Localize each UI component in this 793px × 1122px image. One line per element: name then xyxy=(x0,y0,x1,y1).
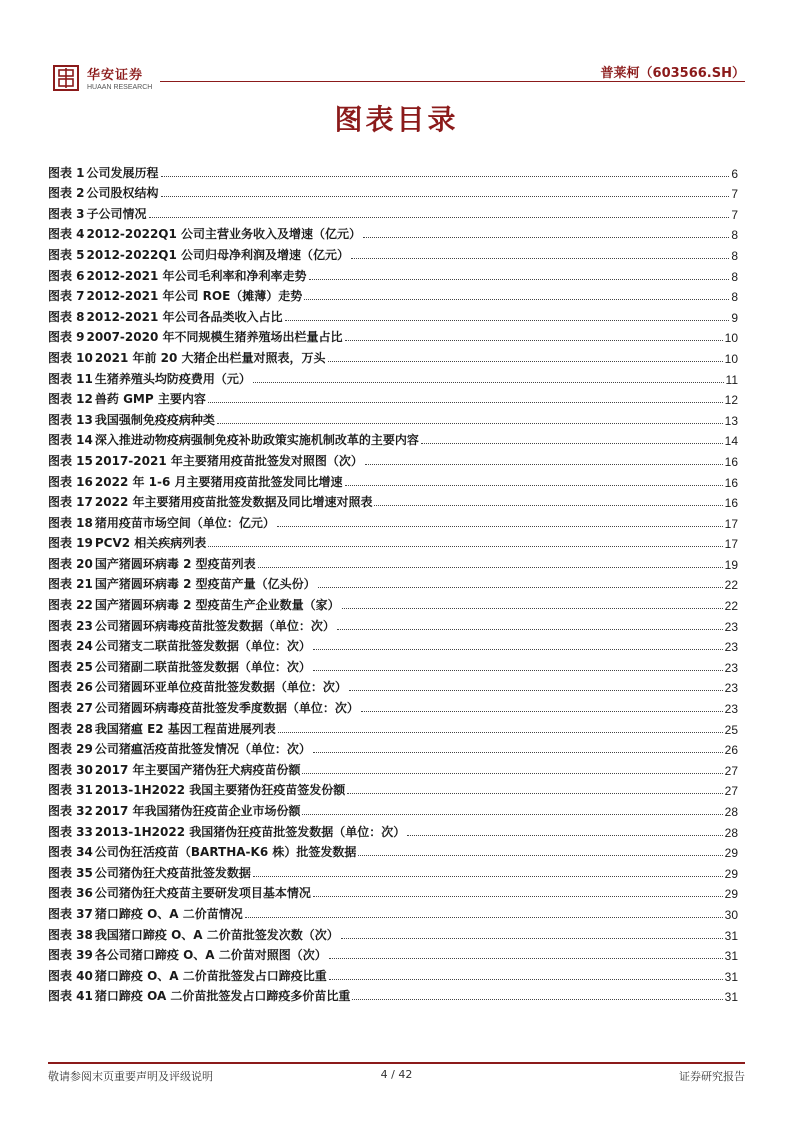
toc-entry-title: 国产猪圆环病毒 2 型疫苗列表 xyxy=(94,556,256,571)
toc-entry-title: 公司猪圆环病毒疫苗批签发季度数据（单位：次） xyxy=(94,701,359,716)
toc-entry[interactable] xyxy=(48,716,738,737)
toc-entry-label xyxy=(48,740,311,757)
toc-page-number: 23 xyxy=(724,660,738,675)
toc-entry[interactable] xyxy=(48,551,738,572)
toc-dot-leader xyxy=(318,587,723,588)
toc-entry-label xyxy=(48,473,343,490)
toc-entry-label xyxy=(48,802,300,819)
toc-entry[interactable] xyxy=(48,963,738,984)
toc-entry-title: 2022 年主要猪用疫苗批签发数据及同比增速对照表 xyxy=(94,495,373,510)
toc-figure-number: 图表 17 xyxy=(48,495,93,510)
toc-figure-number: 图表 28 xyxy=(48,721,93,736)
toc-dot-leader xyxy=(285,320,730,321)
toc-dot-leader xyxy=(352,999,722,1000)
footer-report-type: 证券研究报告 xyxy=(679,1070,745,1083)
page-title: 图表目录 xyxy=(334,103,459,136)
toc-dot-leader xyxy=(363,237,729,238)
toc-entry-title: 2017 年主要国产猪伪狂犬病疫苗份额 xyxy=(94,762,301,777)
toc-figure-number: 图表 24 xyxy=(48,639,93,654)
toc-entry-title: 2017-2021 年主要猪用疫苗批签发对照图（次） xyxy=(94,453,363,468)
toc-figure-number: 图表 9 xyxy=(48,330,85,345)
toc-entry[interactable] xyxy=(48,325,738,346)
toc-figure-number: 图表 33 xyxy=(48,824,93,839)
toc-dot-leader xyxy=(421,443,723,444)
toc-page-number: 8 xyxy=(731,290,738,305)
toc-entry[interactable] xyxy=(48,654,738,675)
toc-page-number: 28 xyxy=(724,825,738,840)
toc-entry-title: 公司猪圆环病毒疫苗批签发数据（单位：次） xyxy=(94,618,335,633)
toc-entry[interactable] xyxy=(48,531,738,552)
toc-dot-leader xyxy=(351,258,729,259)
toc-entry-label xyxy=(48,575,316,592)
toc-entry[interactable] xyxy=(48,222,738,243)
toc-entry-label xyxy=(48,781,345,798)
toc-page-number: 14 xyxy=(724,434,738,449)
toc-entry[interactable] xyxy=(48,160,738,181)
toc-dot-leader xyxy=(304,299,729,300)
toc-figure-number: 图表 25 xyxy=(48,659,93,674)
toc-entry-title: 公司伪狂活疫苗（BARTHA-K6 株）批签发数据 xyxy=(94,845,357,860)
toc-entry-label xyxy=(48,946,327,963)
toc-entry-label xyxy=(48,411,215,428)
toc-dot-leader xyxy=(253,876,723,877)
toc-entry[interactable] xyxy=(48,922,738,943)
toc-dot-leader xyxy=(313,896,723,897)
toc-figure-number: 图表 21 xyxy=(48,577,93,592)
toc-entry-title: 我国强制免疫疫病种类 xyxy=(94,412,215,427)
toc-dot-leader xyxy=(361,711,723,712)
toc-figure-number: 图表 12 xyxy=(48,392,93,407)
toc-entry-label xyxy=(48,514,275,531)
toc-entry-label xyxy=(48,493,372,510)
toc-dot-leader xyxy=(328,361,723,362)
toc-entry[interactable] xyxy=(48,757,738,778)
toc-entry-label xyxy=(48,823,405,840)
toc-entry-label xyxy=(48,926,339,943)
toc-dot-leader xyxy=(342,608,723,609)
toc-dot-leader xyxy=(278,732,723,733)
toc-dot-leader xyxy=(309,279,730,280)
toc-entry-label xyxy=(48,987,350,1004)
toc-entry[interactable] xyxy=(48,737,738,758)
toc-dot-leader xyxy=(161,196,730,197)
toc-entry-label xyxy=(48,637,311,654)
toc-dot-leader xyxy=(253,382,724,383)
toc-page-number: 11 xyxy=(725,372,738,387)
toc-page-number: 31 xyxy=(724,990,738,1005)
toc-entry-title: 2007-2020 年不同规模生猪养殖场出栏量占比 xyxy=(86,330,343,345)
toc-entry[interactable] xyxy=(48,345,738,366)
toc-entry-title: 2012-2021 年公司各品类收入占比 xyxy=(86,309,283,324)
toc-entry-label xyxy=(48,720,276,737)
toc-page-number: 17 xyxy=(724,537,738,552)
toc-figure-number: 图表 23 xyxy=(48,618,93,633)
toc-entry[interactable] xyxy=(48,181,738,202)
toc-figure-number: 图表 13 xyxy=(48,412,93,427)
toc-page-number: 16 xyxy=(724,475,738,490)
toc-dot-leader xyxy=(345,340,723,341)
toc-figure-number: 图表 18 xyxy=(48,515,93,530)
toc-entry-label xyxy=(48,967,327,984)
toc-page-number: 9 xyxy=(731,310,738,325)
page-number: 4 / 42 xyxy=(380,1068,413,1081)
toc-entry-label xyxy=(48,617,335,634)
toc-figure-number: 图表 2 xyxy=(48,186,85,201)
toc-entry-title: 2021 年前 20 大猪企出栏量对照表，万头 xyxy=(94,350,326,365)
toc-entry-label xyxy=(48,164,159,181)
toc-entry-title: 公司猪伪狂犬疫苗批签发数据 xyxy=(94,865,251,880)
toc-page-number: 30 xyxy=(724,907,738,922)
toc-entry-label xyxy=(48,699,359,716)
toc-entry-label xyxy=(48,864,251,881)
toc-entry[interactable] xyxy=(48,490,738,511)
toc-figure-number: 图表 41 xyxy=(48,989,93,1004)
page-header xyxy=(0,0,793,100)
toc-page-number: 22 xyxy=(724,599,738,614)
toc-figure-number: 图表 39 xyxy=(48,948,93,963)
toc-entry-title: 生猪养殖头均防疫费用（元） xyxy=(94,371,251,386)
toc-dot-leader xyxy=(277,526,723,527)
toc-entry-label xyxy=(48,225,361,242)
toc-entry-title: 公司猪瘟活疫苗批签发情况（单位：次） xyxy=(94,742,311,757)
toc-entry-title: 2013-1H2022 我国猪伪狂疫苗批签发数据（单位：次） xyxy=(94,824,406,839)
toc-figure-number: 图表 3 xyxy=(48,206,85,221)
toc-page-number: 28 xyxy=(724,805,738,819)
toc-entry[interactable] xyxy=(48,387,738,408)
toc-page-number: 23 xyxy=(724,702,738,717)
toc-page-number: 31 xyxy=(724,949,738,964)
toc-page-number: 26 xyxy=(724,743,738,758)
toc-entry-title: 公司猪圆环亚单位疫苗批签发数据（单位：次） xyxy=(94,680,347,695)
toc-entry-title: 公司猪副二联苗批签发数据（单位：次） xyxy=(94,659,311,674)
toc-entry[interactable] xyxy=(48,695,738,716)
footer-disclaimer: 敬请参阅末页重要声明及评级说明 xyxy=(48,1070,213,1083)
toc-dot-leader xyxy=(337,629,723,630)
toc-dot-leader xyxy=(345,485,723,486)
toc-figure-number: 图表 34 xyxy=(48,845,93,860)
toc-entry-title: 公司猪支二联苗批签发数据（单位：次） xyxy=(94,639,311,654)
toc-page-number: 17 xyxy=(724,516,738,531)
logo-english-name: HUAAN RESEARCH xyxy=(87,84,153,91)
toc-figure-number: 图表 14 xyxy=(48,433,93,448)
toc-entry[interactable] xyxy=(48,840,738,861)
toc-page-number: 12 xyxy=(724,393,738,408)
toc-page-number: 19 xyxy=(724,557,738,572)
figure-toc-list xyxy=(48,160,738,1004)
toc-dot-leader xyxy=(302,814,722,815)
toc-figure-number: 图表 22 xyxy=(48,598,93,613)
toc-figure-number: 图表 1 xyxy=(48,165,85,180)
toc-figure-number: 图表 30 xyxy=(48,762,93,777)
toc-entry-label xyxy=(48,431,419,448)
toc-entry-label xyxy=(48,390,206,407)
toc-dot-leader xyxy=(149,217,730,218)
toc-entry[interactable] xyxy=(48,881,738,902)
toc-page-number: 25 xyxy=(724,722,738,737)
toc-figure-number: 图表 16 xyxy=(48,474,93,489)
toc-dot-leader xyxy=(245,917,723,918)
stock-ticker: 普莱柯（603566.SH） xyxy=(600,66,745,81)
toc-entry-title: 我国猪口蹄疫 O、A 二价苗批签发次数（次） xyxy=(94,927,339,942)
toc-entry-title: 猪口蹄疫 O、A 二价苗情况 xyxy=(94,906,243,921)
toc-entry[interactable] xyxy=(48,572,738,593)
toc-figure-number: 图表 38 xyxy=(48,927,93,942)
toc-entry-label xyxy=(48,555,256,572)
toc-page-number: 8 xyxy=(731,228,738,243)
toc-figure-number: 图表 6 xyxy=(48,268,85,283)
toc-entry-label xyxy=(48,328,343,345)
toc-page-number: 8 xyxy=(731,269,738,284)
toc-entry[interactable] xyxy=(48,778,738,799)
toc-figure-number: 图表 4 xyxy=(48,227,85,242)
toc-entry-title: 深入推进动物疫病强制免疫补助政策实施机制改革的主要内容 xyxy=(94,433,419,448)
toc-page-number: 22 xyxy=(724,578,738,593)
toc-entry-label xyxy=(48,761,300,778)
toc-page-number: 31 xyxy=(724,969,738,984)
toc-page-number: 10 xyxy=(724,351,738,366)
toc-figure-number: 图表 20 xyxy=(48,556,93,571)
toc-entry-title: 国产猪圆环病毒 2 型疫苗生产企业数量（家） xyxy=(94,598,340,613)
toc-entry-title: 2013-1H2022 我国主要猪伪狂疫苗签发份额 xyxy=(94,783,346,798)
toc-entry-label xyxy=(48,534,206,551)
toc-entry-label xyxy=(48,184,159,201)
toc-entry[interactable] xyxy=(48,201,738,222)
toc-figure-number: 图表 19 xyxy=(48,536,93,551)
toc-entry-title: PCV2 相关疾病列表 xyxy=(94,536,207,551)
toc-entry-label xyxy=(48,905,243,922)
toc-dot-leader xyxy=(161,176,730,177)
toc-page-number: 31 xyxy=(724,928,738,943)
toc-figure-number: 图表 11 xyxy=(48,371,93,386)
toc-figure-number: 图表 32 xyxy=(48,804,93,818)
toc-dot-leader xyxy=(302,773,722,774)
toc-entry-title: 2012-2021 年公司 ROE（摊薄）走势 xyxy=(86,289,303,304)
toc-dot-leader xyxy=(208,546,722,547)
toc-dot-leader xyxy=(258,567,723,568)
toc-dot-leader xyxy=(347,793,722,794)
toc-entry[interactable] xyxy=(48,984,738,1005)
toc-entry-title: 2022 年 1-6 月主要猪用疫苗批签发同比增速 xyxy=(94,474,343,489)
toc-dot-leader xyxy=(341,938,723,939)
toc-entry-label xyxy=(48,370,251,387)
toc-dot-leader xyxy=(358,855,722,856)
toc-entry-label xyxy=(48,308,283,325)
toc-entry-label xyxy=(48,205,147,222)
toc-figure-number: 图表 8 xyxy=(48,309,85,324)
toc-entry[interactable] xyxy=(48,860,738,881)
toc-page-number: 29 xyxy=(724,866,738,881)
toc-figure-number: 图表 10 xyxy=(48,350,93,365)
toc-entry-label xyxy=(48,287,302,304)
toc-dot-leader xyxy=(329,958,723,959)
toc-entry[interactable] xyxy=(48,366,738,387)
toc-entry-label xyxy=(48,246,349,263)
toc-entry-title: 公司猪伪狂犬疫苗主要研发项目基本情况 xyxy=(94,886,311,901)
toc-page-number: 23 xyxy=(724,619,738,634)
toc-entry-label xyxy=(48,267,307,284)
toc-figure-number: 图表 35 xyxy=(48,865,93,880)
toc-entry[interactable] xyxy=(48,798,738,819)
toc-figure-number: 图表 31 xyxy=(48,783,93,798)
toc-dot-leader xyxy=(208,402,723,403)
toc-dot-leader xyxy=(349,690,723,691)
toc-entry-title: 各公司猪口蹄疫 O、A 二价苗对照图（次） xyxy=(94,948,327,963)
toc-figure-number: 图表 29 xyxy=(48,742,93,757)
toc-entry-title: 猪口蹄疫 O、A 二价苗批签发占口蹄疫比重 xyxy=(94,968,327,983)
toc-entry[interactable] xyxy=(48,263,738,284)
toc-entry[interactable] xyxy=(48,592,738,613)
toc-entry[interactable] xyxy=(48,901,738,922)
toc-entry-label xyxy=(48,596,340,613)
toc-page-number: 29 xyxy=(724,846,738,861)
toc-entry[interactable] xyxy=(48,448,738,469)
toc-page-number: 29 xyxy=(724,887,738,902)
toc-page-number: 7 xyxy=(731,187,738,202)
toc-entry-label xyxy=(48,678,347,695)
toc-page-number: 27 xyxy=(724,763,738,778)
toc-dot-leader xyxy=(313,752,723,753)
toc-entry-title: 公司发展历程 xyxy=(86,165,159,180)
toc-entry-title: 猪用疫苗市场空间（单位：亿元） xyxy=(94,515,275,530)
toc-dot-leader xyxy=(374,505,722,506)
toc-entry[interactable] xyxy=(48,242,738,263)
toc-page-number: 23 xyxy=(724,640,738,655)
toc-entry[interactable] xyxy=(48,407,738,428)
toc-entry[interactable] xyxy=(48,428,738,449)
toc-page-number: 16 xyxy=(724,496,738,511)
toc-dot-leader xyxy=(217,423,723,424)
toc-entry-label xyxy=(48,658,311,675)
toc-figure-number: 图表 40 xyxy=(48,968,93,983)
toc-page-number: 23 xyxy=(724,681,738,696)
toc-entry-label xyxy=(48,884,311,901)
toc-entry[interactable] xyxy=(48,613,738,634)
toc-page-number: 7 xyxy=(731,207,738,222)
toc-entry-title: 我国猪瘟 E2 基因工程苗进展列表 xyxy=(94,721,276,736)
toc-entry-title: 国产猪圆环病毒 2 型疫苗产量（亿头份） xyxy=(94,577,316,592)
header-divider xyxy=(160,81,745,82)
toc-dot-leader xyxy=(365,464,723,465)
toc-figure-number: 图表 15 xyxy=(48,453,93,468)
toc-entry-title: 公司股权结构 xyxy=(86,186,159,201)
toc-dot-leader xyxy=(329,979,723,980)
toc-figure-number: 图表 26 xyxy=(48,680,93,695)
toc-entry[interactable] xyxy=(48,469,738,490)
toc-entry[interactable] xyxy=(48,819,738,840)
toc-entry-title: 猪口蹄疫 OA 二价苗批签发占口蹄疫多价苗比重 xyxy=(94,989,351,1004)
toc-entry[interactable] xyxy=(48,634,738,655)
huaan-logo-icon xyxy=(53,65,79,91)
toc-entry-title: 子公司情况 xyxy=(86,206,147,221)
toc-figure-number: 图表 36 xyxy=(48,886,93,901)
toc-page-number: 10 xyxy=(724,331,738,346)
toc-entry-title: 2012-2022Q1 公司主营业务收入及增速（亿元） xyxy=(86,227,362,242)
toc-page-number: 27 xyxy=(724,784,738,799)
toc-figure-number: 图表 7 xyxy=(48,289,85,304)
toc-entry-label xyxy=(48,349,326,366)
toc-figure-number: 图表 5 xyxy=(48,247,85,262)
toc-page-number: 16 xyxy=(724,454,738,469)
toc-dot-leader xyxy=(407,835,722,836)
toc-entry-label xyxy=(48,843,356,860)
toc-entry-title: 2012-2022Q1 公司归母净利润及增速（亿元） xyxy=(86,247,350,262)
footer-divider xyxy=(48,1062,745,1064)
toc-dot-leader xyxy=(313,670,723,671)
toc-page-number: 8 xyxy=(731,248,738,263)
toc-figure-number: 图表 27 xyxy=(48,701,93,716)
toc-figure-number: 图表 37 xyxy=(48,906,93,921)
toc-entry-label xyxy=(48,452,363,469)
toc-page-number: 6 xyxy=(731,166,738,181)
toc-page-number: 13 xyxy=(724,413,738,428)
toc-entry-title: 2012-2021 年公司毛利率和净利率走势 xyxy=(86,268,307,283)
toc-entry[interactable] xyxy=(48,943,738,964)
toc-entry[interactable] xyxy=(48,284,738,305)
toc-entry-title: 兽药 GMP 主要内容 xyxy=(94,392,206,407)
toc-entry[interactable] xyxy=(48,675,738,696)
toc-entry[interactable] xyxy=(48,510,738,531)
toc-entry-title: 2017 年我国猪伪狂疫苗企业市场份额 xyxy=(94,804,301,818)
toc-dot-leader xyxy=(313,649,723,650)
logo-chinese-name: 华安证券 xyxy=(87,68,144,83)
toc-entry[interactable] xyxy=(48,304,738,325)
